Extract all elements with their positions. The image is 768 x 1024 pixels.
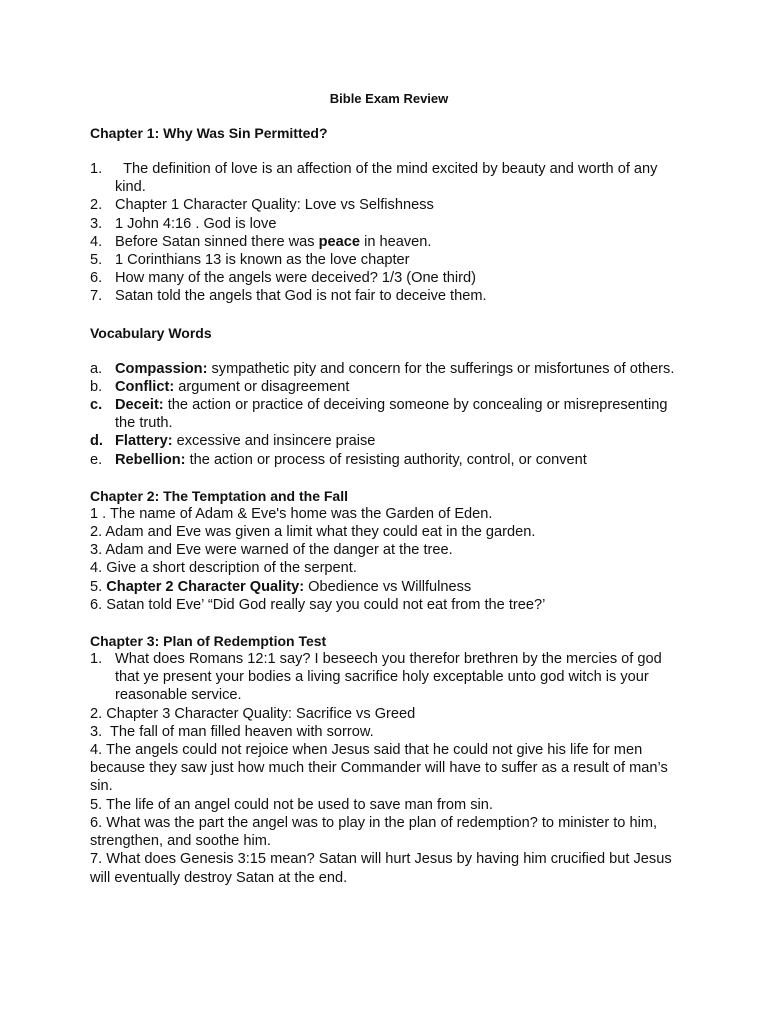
document-title: Bible Exam Review xyxy=(329,91,449,106)
vocab-term: Deceit: xyxy=(115,397,164,414)
vocab-term: Compassion: xyxy=(115,360,208,377)
list-item: 5. The life of an angel could not be used to save man from sin. xyxy=(90,796,493,813)
vocabulary-list xyxy=(90,360,688,469)
list-item: 2. Adam and Eve was given a limit what they could eat in the garden. xyxy=(90,524,536,541)
list-item: 3. The fall of man filled heaven with sorrow. xyxy=(90,723,374,740)
list-item: 2. Chapter 1 Character Quality: Love vs Selfishness xyxy=(90,197,434,214)
vocab-item: b. Conflict: argument or disagreement xyxy=(90,378,350,395)
list-item: 1. What does Romans 12:1 say? I beseech you therefor brethren by the mercies of god that ye present your bodies a living sacrifice holy exceptable unto god witch is your reasonable service. xyxy=(90,651,662,704)
list-item: 5. 1 Corinthians 13 is known as the love chapter xyxy=(90,252,410,269)
list-item: 6. Satan told Eve’ “Did God really say you could not eat from the tree?’ xyxy=(90,596,546,613)
list-item: 3. Adam and Eve were warned of the danger at the tree. xyxy=(90,542,453,559)
chapter-2-list xyxy=(90,505,688,614)
vocab-definition: sympathetic pity and concern for the sufferings or misfortunes of others. xyxy=(207,360,675,377)
vocab-term: Conflict: xyxy=(115,378,175,395)
chapter-1-list xyxy=(90,160,688,306)
list-item: 4. The angels could not rejoice when Jesus said that he could not give his life for men because they saw just how much their Commander will have to suffer as a result of man’s sin. xyxy=(90,742,668,795)
bold-phrase: Chapter 2 Character Quality: xyxy=(106,578,305,595)
chapter-3-list xyxy=(90,650,688,887)
list-item: 5. Chapter 2 Character Quality: Obedience vs Willfulness xyxy=(90,578,472,595)
vocab-item: d. Flattery: excessive and insincere praise xyxy=(90,433,376,450)
list-item: 7. What does Genesis 3:15 mean? Satan will hurt Jesus by having him crucified but Jesus will eventually destroy Satan at the end. xyxy=(90,851,672,886)
list-item: 7. Satan told the angels that God is not fair to deceive them. xyxy=(90,288,487,305)
vocab-definition: argument or disagreement xyxy=(174,378,350,395)
vocab-item: e. Rebellion: the action or process of resisting authority, control, or convent xyxy=(90,451,587,468)
chapter-2-heading: Chapter 2: The Temptation and the Fall xyxy=(90,487,348,504)
list-item: 1 . The name of Adam & Eve's home was the Garden of Eden. xyxy=(90,505,493,522)
list-item: 6. How many of the angels were deceived? 1/3 (One third) xyxy=(90,270,476,287)
chapter-3-heading: Chapter 3: Plan of Redemption Test xyxy=(90,633,327,650)
vocabulary-heading: Vocabulary Words xyxy=(90,324,212,341)
list-item: 2. Chapter 3 Character Quality: Sacrifice vs Greed xyxy=(90,705,416,722)
list-item: 4. Before Satan sinned there was peace in heaven. xyxy=(90,233,432,250)
list-item: 1. The definition of love is an affection of the mind excited by beauty and worth of any kind. xyxy=(90,161,662,196)
bold-word: peace xyxy=(318,233,361,250)
list-item: 6. What was the part the angel was to play in the plan of redemption? to minister to him, strengthen, and soothe him. xyxy=(90,814,658,850)
list-item: 4. Give a short description of the serpent. xyxy=(90,560,357,577)
vocab-item: c. Deceit: the action or practice of deceiving someone by concealing or misrepresenting the truth. xyxy=(90,397,668,432)
vocab-item: a. Compassion: sympathetic pity and concern for the sufferings or misfortunes of others. xyxy=(90,360,675,377)
vocab-definition: the action or process of resisting authority, control, or convent xyxy=(185,451,587,468)
vocab-term: Flattery: xyxy=(115,433,173,450)
list-item: 3. 1 John 4:16 . God is love xyxy=(90,215,277,232)
vocab-term: Rebellion: xyxy=(115,451,186,468)
chapter-1-heading: Chapter 1: Why Was Sin Permitted? xyxy=(90,125,328,141)
vocab-definition: excessive and insincere praise xyxy=(172,433,376,450)
vocab-definition: the action or practice of deceiving someone by concealing or misrepresenting the truth. xyxy=(115,397,668,432)
